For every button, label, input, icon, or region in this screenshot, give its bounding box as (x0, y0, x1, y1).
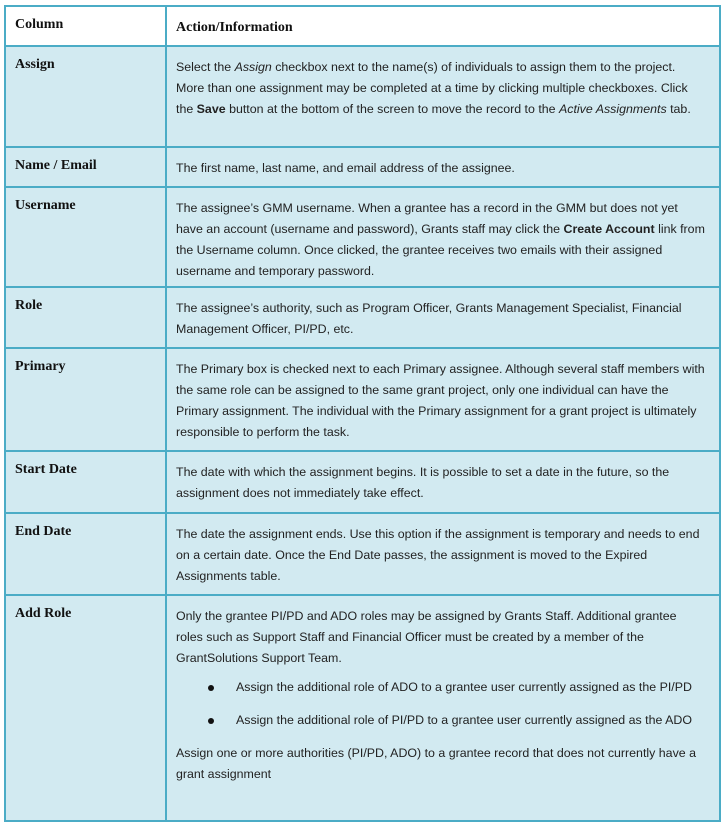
bullet-item: Assign the additional role of ADO to a grantee user currently assigned as the PI/PD (236, 677, 705, 698)
description-paragraph (176, 606, 705, 669)
table-row (5, 187, 720, 287)
description-paragraph (176, 57, 705, 120)
bullet-item: Assign the additional role of PI/PD to a grantee user currently assigned as the ADO (236, 710, 705, 731)
column-info-table (4, 5, 721, 822)
italic-text: Active Assignments (559, 102, 667, 116)
table-row (5, 46, 720, 147)
row-description (166, 187, 720, 287)
text: Select the (176, 60, 235, 74)
row-column-name: Username (5, 187, 166, 287)
text: The date with which the assignment begins. It is possible to set a date in the future, so the assignment does not immediately take effect. (176, 465, 670, 500)
text: The assignee’s GMM username. When a grantee has a record in the GMM but does not yet have an account (username and password), Grants staff may click the (176, 201, 678, 236)
description-paragraph (176, 524, 705, 587)
text: The date the assignment ends. Use this option if the assignment is temporary and needs to end on a certain date. Once the End Date passes, the assignment is moved to the Expired Assignments table. (176, 527, 700, 583)
description-paragraph: Assign one or more authorities (PI/PD, ADO) to a grantee record that does not currently have a grant assignment (176, 746, 696, 781)
table-header-row (5, 6, 720, 46)
description-paragraph (176, 462, 705, 504)
row-description (166, 147, 720, 187)
text: The Primary box is checked next to each Primary assignee. Although several staff members with the same role can be assigned to the same grant project, only one individual can have the Primary assignment. The individual with the Primary assignment for a grant project is ultimately responsible to perform the task. (176, 362, 705, 439)
description-paragraph (176, 359, 705, 443)
row-description (166, 451, 720, 513)
description-paragraph (176, 158, 705, 179)
bold-text: Save (196, 102, 226, 116)
text: button at the bottom of the screen to move the record to the (225, 102, 559, 116)
text: checkbox next to the name(s) of individuals to assign them to the project. More than one assignment may be completed at a time by clicking multiple checkboxes. Click the (176, 60, 688, 116)
header-action: Action/Information (166, 6, 720, 46)
table-row (5, 348, 720, 451)
text: Only the grantee PI/PD and ADO roles may be assigned by Grants Staff. Additional grantee roles such as Support Staff and Financial Officer must be created by a member of the GrantSolutions Support Team. (176, 609, 677, 665)
row-description (166, 348, 720, 451)
header-column: Column (5, 6, 166, 46)
bullet-list (176, 677, 705, 731)
table-row (5, 147, 720, 187)
text: link from the Username column. Once clicked, the grantee receives two emails with their assigned username and temporary password. (176, 222, 705, 278)
table-row (5, 451, 720, 513)
description-paragraph (176, 298, 705, 340)
row-description (166, 46, 720, 147)
text: tab. (666, 102, 691, 116)
row-column-name: Role (5, 287, 166, 348)
table-row (5, 287, 720, 348)
description-paragraph (176, 198, 705, 282)
row-description (166, 513, 720, 595)
row-column-name: Start Date (5, 451, 166, 513)
row-column-name: Assign (5, 46, 166, 147)
table-row (5, 513, 720, 595)
bold-text: Create Account (563, 222, 655, 236)
text: The first name, last name, and email address of the assignee. (176, 161, 515, 175)
italic-text: Assign (234, 60, 272, 74)
row-column-name: Primary (5, 348, 166, 451)
row-column-name: End Date (5, 513, 166, 595)
row-column-name: Name / Email (5, 147, 166, 187)
row-description (166, 287, 720, 348)
row-column-name: Add Role (5, 595, 166, 821)
text: The assignee’s authority, such as Program Officer, Grants Management Specialist, Financial Management Officer, PI/PD, etc. (176, 301, 682, 336)
row-description (166, 595, 720, 821)
table-row (5, 595, 720, 821)
